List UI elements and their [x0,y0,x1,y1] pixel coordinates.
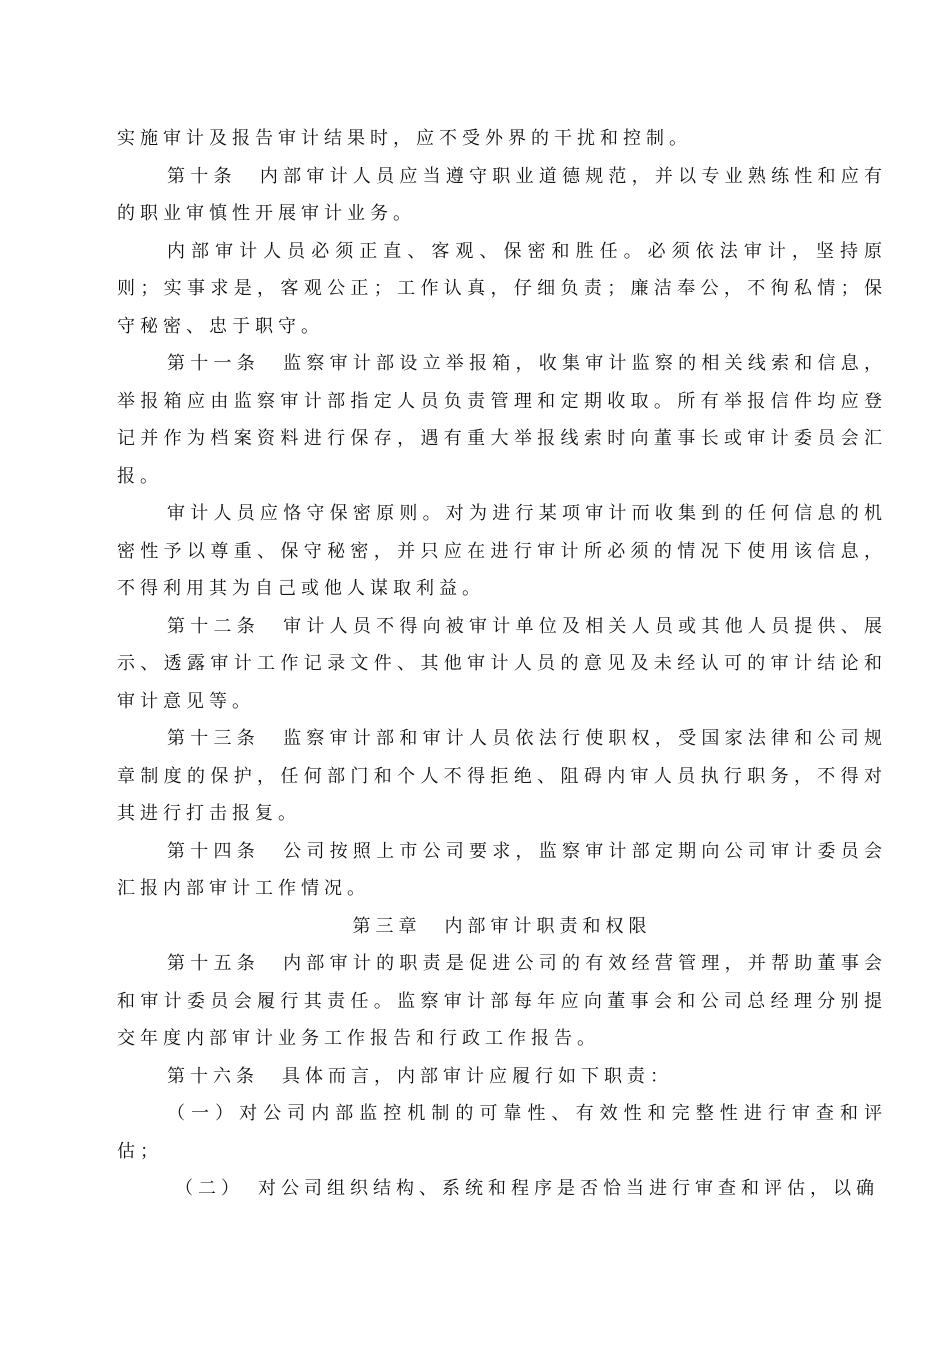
article-16-item-1: （一）对公司内部监控机制的可靠性、有效性和完整性进行审查和评估； [117,1103,887,1162]
paragraph-continuation: 实施审计及报告审计结果时，应不受外界的干扰和控制。 [117,128,692,149]
article-11: 第十一条 监察审计部设立举报箱，收集审计监察的相关线索和信息，举报箱应由监察审计部指定人员负责管理和定期收取。所有举报信件均应登记并作为档案资料进行保存，遇有重大举报线索时向董事长或审计委员会汇报。 [117,353,887,487]
article-16: 第十六条 具体而言，内部审计应履行如下职责： [167,1065,673,1087]
article-14: 第十四条 公司按照上市公司要求，监察审计部定期向公司审计委员会汇报内部审计工作情况。 [117,840,887,899]
article-16-item-2: （二） 对公司组织结构、系统和程序是否恰当进行审查和评估，以确 [175,1178,879,1199]
chapter-3-heading: 第三章 内部审计职责和权限 [352,915,652,937]
document-body [117,120,887,1208]
article-11-detail: 审计人员应恪守保密原则。对为进行某项审计而收集到的任何信息的机密性予以尊重、保守秘密，并只应在进行审计所必须的情况下使用该信息，不得利用其为自己或他人谋取利益。 [117,503,887,599]
article-10: 第十条 内部审计人员应当遵守职业道德规范，并以专业熟练性和应有的职业审慎性开展审计业务。 [117,165,887,224]
article-12: 第十二条 审计人员不得向被审计单位及相关人员或其他人员提供、展示、透露审计工作记录文件、其他审计人员的意见及未经认可的审计结论和审计意见等。 [117,615,887,712]
article-10-detail: 内部审计人员必须正直、客观、保密和胜任。必须依法审计，坚持原则；实事求是，客观公正；工作认真，仔细负责；廉洁奉公，不徇私情；保守秘密、忠于职守。 [117,240,887,337]
article-15: 第十五条 内部审计的职责是促进公司的有效经营管理，并帮助董事会和审计委员会履行其责任。监察审计部每年应向董事会和公司总经理分别提交年度内部审计业务工作报告和行政工作报告。 [117,953,887,1049]
article-13: 第十三条 监察审计部和审计人员依法行使职权，受国家法律和公司规章制度的保护，任何部门和个人不得拒绝、阻碍内审人员执行职务，不得对其进行打击报复。 [117,728,887,824]
